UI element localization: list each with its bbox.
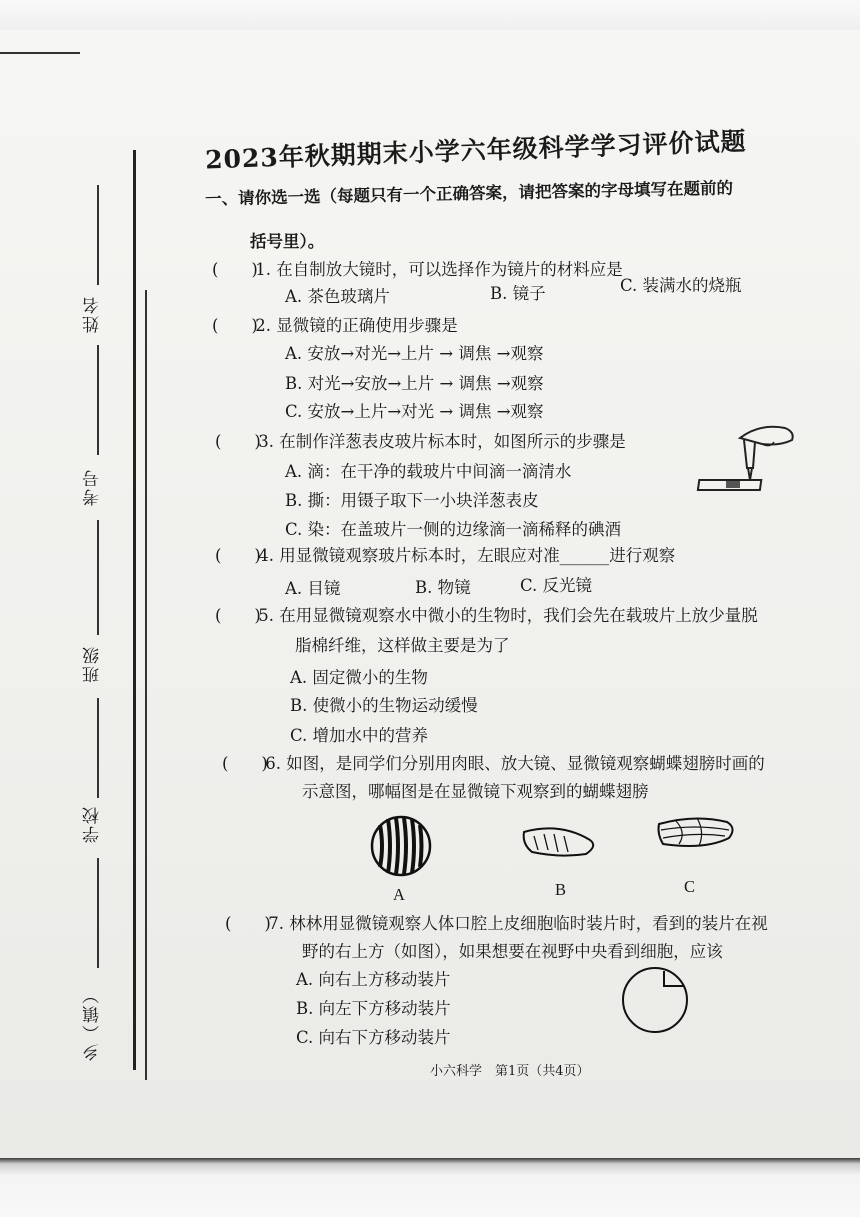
butterfly-wing-figure-a — [368, 815, 434, 877]
answer-blank-q5[interactable]: ( ) — [215, 606, 261, 625]
gap-line — [97, 345, 99, 455]
question-4-stem: 4. 用显微镜观察玻片标本时，左眼应对准______进行观察 — [258, 546, 676, 565]
q4-option-a: A. 目镜 — [285, 579, 341, 598]
question-2-stem: 2. 显微镜的正确使用步骤是 — [255, 316, 458, 335]
side-label-school: 学校 — [83, 805, 103, 843]
school-line — [97, 858, 99, 968]
question-7-stem: 7. 林林用显微镜观察人体口腔上皮细胞临时装片时，看到的装片在视 — [268, 914, 768, 933]
answer-blank-q6[interactable]: ( ) — [222, 754, 268, 773]
figure-label-b: B — [555, 880, 567, 899]
question-7-stem-cont: 野的右上方（如图），如果想要在视野中央看到细胞，应该 — [302, 942, 723, 961]
side-label-exam-number: 考号 — [83, 468, 103, 506]
side-label-class: 班级 — [83, 645, 103, 683]
top-edge — [0, 0, 860, 30]
answer-blank-q1[interactable]: ( ) — [212, 260, 258, 279]
q2-option-b: B. 对光→安放→上片 → 调焦 →观察 — [285, 374, 544, 393]
question-1-stem: 1. 在自制放大镜时，可以选择作为镜片的材料应是 — [255, 260, 623, 279]
q1-option-b: B. 镜子 — [490, 284, 546, 303]
q2-option-c: C. 安放→上片→对光 → 调焦 →观察 — [285, 402, 544, 421]
section1-heading: 一、请你选一选（每题只有一个正确答案，请把答案的字母填写在题前的 — [204, 178, 734, 209]
question-6-stem: 6. 如图，是同学们分别用肉眼、放大镜、显微镜观察蝴蝶翅膀时画的 — [265, 754, 765, 773]
side-label-name: 姓名 — [83, 295, 103, 333]
figure-label-a: A — [393, 885, 405, 904]
q3-option-a: A. 滴：在干净的载玻片中间滴一滴清水 — [285, 462, 572, 481]
microscope-field-of-view-figure — [620, 968, 692, 1034]
answer-blank-q4[interactable]: ( ) — [215, 546, 261, 565]
answer-blank-q2[interactable]: ( ) — [212, 316, 258, 335]
q4-option-b: B. 物镜 — [415, 578, 471, 597]
answer-blank-q3[interactable]: ( ) — [215, 432, 261, 451]
q1-option-a: A. 茶色玻璃片 — [285, 287, 390, 306]
exam-number-line — [97, 520, 99, 635]
section1-heading-cont: 括号里）。 — [250, 232, 325, 251]
answer-blank-q7[interactable]: ( ) — [225, 914, 271, 933]
q5-option-c: C. 增加水中的营养 — [290, 726, 429, 745]
page-title: 2023年秋期期末小学六年级科学学习评价试题 — [204, 126, 748, 175]
name-line — [97, 185, 99, 285]
question-5-stem: 5. 在用显微镜观察水中微小的生物时，我们会先在载玻片上放少量脱 — [258, 606, 758, 625]
q1-option-c: C. 装满水的烧瓶 — [620, 276, 742, 295]
question-5-stem-cont: 脂棉纤维，这样做主要是为了 — [295, 636, 510, 655]
side-label-township: 乡（镇） — [83, 985, 103, 1061]
dropper-slide-illustration — [700, 418, 810, 508]
question-3-stem: 3. 在制作洋葱表皮玻片标本时，如图所示的步骤是 — [258, 432, 626, 451]
butterfly-wing-figure-c — [655, 812, 739, 856]
top-rule — [0, 52, 80, 54]
butterfly-wing-figure-b — [520, 822, 600, 862]
q5-option-b: B. 使微小的生物运动缓慢 — [290, 696, 478, 715]
class-line — [97, 698, 99, 798]
page-footer: 小六科学 第1页（共4页） — [430, 1064, 590, 1079]
q3-option-b: B. 撕：用镊子取下一小块洋葱表皮 — [285, 491, 539, 510]
binding-line — [133, 150, 136, 1070]
q5-option-a: A. 固定微小的生物 — [290, 668, 428, 687]
bottom-edge — [0, 1158, 860, 1217]
figure-label-c: C — [684, 877, 696, 896]
q3-option-c: C. 染：在盖玻片一侧的边缘滴一滴稀释的碘酒 — [285, 520, 622, 539]
q7-option-c: C. 向右下方移动装片 — [296, 1028, 451, 1047]
q4-option-c: C. 反光镜 — [520, 576, 593, 595]
q7-option-a: A. 向右上方移动装片 — [296, 970, 451, 989]
q2-option-a: A. 安放→对光→上片 → 调焦 →观察 — [285, 344, 544, 363]
binding-line-inner — [145, 290, 147, 1080]
question-6-stem-cont: 示意图，哪幅图是在显微镜下观察到的蝴蝶翅膀 — [302, 782, 649, 801]
q7-option-b: B. 向左下方移动装片 — [296, 999, 451, 1018]
